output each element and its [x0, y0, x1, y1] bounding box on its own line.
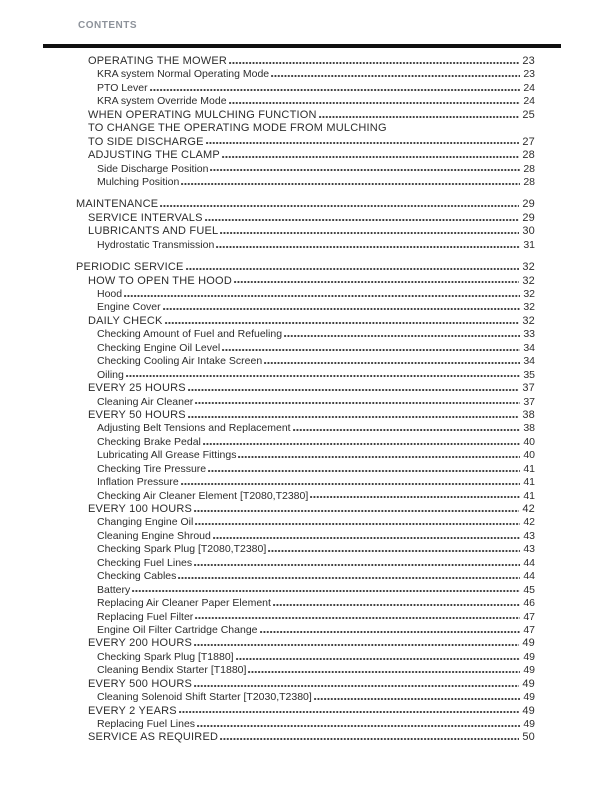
toc-entry	[76, 449, 535, 462]
dot-leader	[220, 232, 519, 234]
toc-entry	[76, 678, 535, 691]
toc-entry	[76, 176, 535, 189]
toc-entry	[76, 163, 535, 176]
dot-leader	[213, 537, 520, 539]
dot-leader	[194, 685, 519, 687]
toc-entry-title: Side Discharge Position	[97, 162, 209, 175]
toc-entry-title: Changing Engine Oil	[97, 516, 194, 529]
toc-entry	[76, 637, 535, 650]
toc-entry-title: Replacing Fuel Filter	[97, 610, 194, 623]
toc-entry-page-number: 49	[523, 691, 535, 704]
dot-leader	[150, 89, 521, 91]
toc-entry	[76, 731, 535, 744]
toc-entry-page-number: 37	[522, 382, 535, 395]
dot-leader	[188, 389, 520, 391]
dot-leader	[206, 142, 520, 144]
toc-entry-page-number: 32	[522, 274, 535, 287]
toc-entry-page-number: 41	[523, 476, 535, 489]
toc-entry	[76, 624, 535, 637]
toc-entry-page-number: 49	[522, 677, 535, 690]
toc-entry-title: OPERATING THE MOWER	[88, 55, 228, 67]
toc-entry-title: WHEN OPERATING MULCHING FUNCTION	[88, 108, 317, 121]
toc-entry-page-number: 46	[523, 597, 535, 610]
toc-entry-title: SERVICE INTERVALS	[88, 211, 203, 224]
toc-entry-page-number: 44	[523, 556, 535, 569]
dot-leader	[216, 246, 520, 248]
toc-entry-page-number: 44	[523, 570, 535, 583]
toc-entry-title: DAILY CHECK	[88, 314, 163, 327]
toc-entry-page-number: 42	[523, 516, 535, 529]
toc-entry-page-number: 49	[523, 650, 535, 663]
toc-entry-page-number: 50	[522, 731, 535, 744]
toc-entry-title: Replacing Fuel Lines	[97, 718, 196, 730]
toc-entry-page-number: 24	[523, 95, 535, 108]
dot-leader	[271, 75, 520, 77]
toc-entry-title: EVERY 200 HOURS	[88, 637, 193, 650]
dot-leader	[319, 116, 520, 118]
toc-entry	[76, 516, 535, 529]
toc-entry	[76, 611, 535, 624]
toc-entry	[76, 718, 535, 731]
toc-entry	[76, 503, 535, 516]
toc-entry-title: HOW TO OPEN THE HOOD	[88, 274, 232, 287]
dot-leader	[314, 698, 521, 700]
toc-entry-title: EVERY 100 HOURS	[88, 503, 193, 515]
dot-leader	[293, 429, 521, 431]
toc-entry-title: Checking Amount of Fuel and Refueling	[97, 328, 283, 341]
toc-entry-title: Checking Tire Pressure	[97, 462, 207, 475]
toc-entry-title: Hydrostatic Transmission	[97, 238, 215, 251]
toc-entry	[76, 664, 535, 677]
toc-entry-page-number: 49	[523, 718, 535, 730]
toc-entry	[76, 149, 535, 162]
toc-entry-title: Hood	[97, 288, 123, 300]
toc-entry-page-number: 38	[522, 408, 535, 421]
toc-entry-title: Checking Fuel Lines	[97, 556, 193, 569]
dot-leader	[210, 169, 520, 171]
toc-entry	[76, 369, 535, 382]
toc-entry-title: EVERY 25 HOURS	[88, 382, 186, 395]
toc-entry-title: Checking Brake Pedal	[97, 435, 201, 448]
toc-entry-page-number: 38	[523, 422, 535, 435]
dot-leader	[284, 335, 520, 337]
dot-leader	[195, 402, 520, 404]
toc-entry-title: ADJUSTING THE CLAMP	[88, 149, 220, 162]
toc-entry	[76, 422, 535, 435]
toc-entry-page-number: 41	[523, 462, 535, 475]
toc-entry-page-number: 49	[523, 664, 535, 677]
dot-leader	[260, 631, 521, 633]
toc-entry-title: Engine Cover	[97, 301, 161, 314]
dot-leader	[163, 308, 521, 310]
toc-entry-page-number: 23	[522, 55, 535, 67]
toc-entry-page-number: 32	[522, 261, 535, 274]
toc-entry	[76, 597, 535, 610]
dot-leader	[165, 322, 520, 324]
dot-leader	[273, 604, 520, 606]
toc-entry-title: Mulching Position	[97, 175, 180, 188]
dot-leader	[205, 219, 520, 221]
toc-entry-page-number: 41	[523, 489, 535, 502]
toc-entry-page-number: 32	[523, 301, 535, 314]
toc-entry-page-number: 43	[523, 543, 535, 556]
toc-entry	[76, 225, 535, 238]
toc-entry	[76, 436, 535, 449]
toc-entry-title: Engine Oil Filter Cartridge Change	[97, 623, 258, 636]
toc-entry-page-number: 29	[522, 198, 535, 211]
toc-entry	[76, 261, 535, 274]
toc-entry-page-number: 45	[523, 583, 535, 596]
dot-leader	[268, 550, 520, 552]
dot-leader	[222, 156, 519, 158]
toc-entry-title: EVERY 2 YEARS	[88, 704, 177, 717]
dot-leader	[194, 564, 520, 566]
toc-entry-page-number: 28	[522, 149, 535, 162]
toc-entry	[76, 490, 535, 503]
toc-entry-page-number: 35	[523, 368, 535, 381]
dot-leader	[236, 658, 521, 660]
dot-leader	[181, 183, 520, 185]
toc-entry-page-number: 33	[523, 328, 535, 341]
toc-entry-title: MAINTENANCE	[76, 198, 159, 211]
toc-entry	[76, 212, 535, 225]
toc-entry-title: KRA system Normal Operating Mode	[97, 68, 270, 81]
toc-entry	[76, 328, 535, 341]
dot-leader	[188, 416, 520, 418]
toc-entry-page-number: 30	[522, 225, 535, 238]
toc-entry-page-number: 47	[523, 623, 535, 636]
toc-entry	[76, 288, 535, 301]
toc-entry	[76, 55, 535, 68]
toc-entry-page-number: 40	[523, 435, 535, 448]
toc-entry	[76, 68, 535, 81]
toc-entry	[76, 122, 535, 135]
toc-entry	[76, 198, 535, 211]
dot-leader	[194, 510, 519, 512]
toc-entry-title: Checking Spark Plug [T2080,T2380]	[97, 543, 267, 556]
toc-entry	[76, 275, 535, 288]
dot-leader	[195, 523, 520, 525]
toc-entry-title: Cleaning Solenoid Shift Starter [T2030,T2380]	[97, 691, 312, 704]
toc-entry-title: Checking Engine Oil Level	[97, 341, 221, 354]
toc-entry-page-number: 49	[522, 704, 535, 717]
toc-entry-title: Battery	[97, 583, 131, 596]
dot-leader	[238, 456, 520, 458]
toc-entry	[76, 396, 535, 409]
toc-entry-title: Checking Air Cleaner Element [T2080,T2380]	[97, 489, 309, 502]
dot-leader	[310, 496, 520, 498]
dot-leader	[220, 738, 519, 740]
dot-leader	[264, 362, 520, 364]
toc-entry-page-number: 28	[523, 175, 535, 188]
dot-leader	[195, 617, 520, 619]
toc-entry	[76, 463, 535, 476]
toc-entry-title: SERVICE AS REQUIRED	[88, 731, 219, 744]
toc-entry	[76, 476, 535, 489]
toc-entry-title: EVERY 500 HOURS	[88, 677, 193, 690]
toc-entry	[76, 82, 535, 95]
toc-entry	[76, 315, 535, 328]
toc-entry-title: Checking Cables	[97, 570, 177, 583]
toc-entry	[76, 557, 535, 570]
dot-leader	[181, 483, 521, 485]
toc-entry	[76, 382, 535, 395]
toc-entry-page-number: 31	[523, 238, 535, 251]
toc-entry-title: Replacing Air Cleaner Paper Element	[97, 597, 271, 610]
toc-entry-page-number: 28	[523, 162, 535, 175]
toc-entry	[76, 409, 535, 422]
toc-entry	[76, 95, 535, 108]
toc-entry-page-number: 40	[523, 449, 535, 462]
dot-leader	[248, 671, 520, 673]
toc-entry-title: Inflation Pressure	[97, 476, 179, 489]
dot-leader	[126, 375, 520, 377]
toc-entry	[76, 109, 535, 122]
toc-entry	[76, 355, 535, 368]
toc-entry-title: Adjusting Belt Tensions and Replacement	[97, 422, 291, 435]
toc-entry	[76, 705, 535, 718]
toc-entry-page-number: 23	[523, 68, 535, 81]
toc-entry-title: Checking Cooling Air Intake Screen	[97, 355, 263, 368]
toc-entry-title: TO CHANGE THE OPERATING MODE FROM MULCHING	[88, 122, 387, 135]
table-of-contents	[76, 55, 535, 745]
toc-entry-page-number: 42	[522, 503, 535, 515]
toc-entry-page-number: 47	[523, 610, 535, 623]
dot-leader	[229, 102, 521, 104]
toc-entry	[76, 136, 535, 149]
toc-entry-title: TO SIDE DISCHARGE	[88, 135, 204, 148]
toc-entry-page-number: 37	[523, 395, 535, 408]
toc-entry-page-number: 34	[523, 355, 535, 368]
dot-leader	[124, 295, 520, 297]
toc-entry-title: EVERY 50 HOURS	[88, 408, 186, 421]
toc-entry-title: KRA system Override Mode	[97, 95, 227, 108]
toc-entry-title: PTO Lever	[97, 81, 148, 94]
toc-entry-page-number: 29	[522, 211, 535, 224]
toc-entry	[76, 570, 535, 583]
toc-entry-page-number: 32	[522, 314, 535, 327]
toc-entry-page-number: 49	[522, 637, 535, 650]
dot-leader	[186, 268, 520, 270]
toc-entry-page-number: 43	[523, 529, 535, 542]
dot-leader	[178, 577, 520, 579]
toc-entry	[76, 543, 535, 556]
toc-entry-title: Cleaning Air Cleaner	[97, 395, 194, 408]
toc-entry-page-number: 32	[523, 288, 535, 300]
toc-entry	[76, 651, 535, 664]
toc-entry	[76, 691, 535, 704]
dot-leader	[197, 725, 520, 727]
dot-leader	[229, 62, 519, 64]
dot-leader	[132, 590, 520, 592]
dot-leader	[234, 281, 519, 283]
dot-leader	[222, 349, 520, 351]
toc-entry-title: LUBRICANTS AND FUEL	[88, 225, 219, 238]
toc-entry	[76, 342, 535, 355]
header-rule	[43, 44, 561, 48]
toc-entry	[76, 301, 535, 314]
dot-leader	[208, 470, 520, 472]
dot-leader	[160, 205, 519, 207]
running-header-contents: CONTENTS	[78, 20, 137, 31]
toc-entry-page-number: 27	[522, 135, 535, 148]
toc-entry-page-number: 25	[522, 108, 535, 121]
toc-entry	[76, 239, 535, 252]
toc-entry	[76, 530, 535, 543]
toc-entry-title: Oiling	[97, 368, 124, 381]
toc-entry-title: Cleaning Engine Shroud	[97, 529, 211, 542]
dot-leader	[203, 443, 520, 445]
dot-leader	[179, 711, 520, 713]
toc-entry-title: Lubricating All Grease Fittings	[97, 449, 237, 462]
toc-entry	[76, 584, 535, 597]
toc-entry-page-number: 34	[523, 341, 535, 354]
toc-entry-title: Checking Spark Plug [T1880]	[97, 650, 234, 663]
toc-entry-page-number: 24	[523, 81, 535, 94]
toc-entry-title: PERIODIC SERVICE	[76, 261, 184, 274]
toc-entry-title: Cleaning Bendix Starter [T1880]	[97, 664, 247, 677]
dot-leader	[194, 644, 519, 646]
